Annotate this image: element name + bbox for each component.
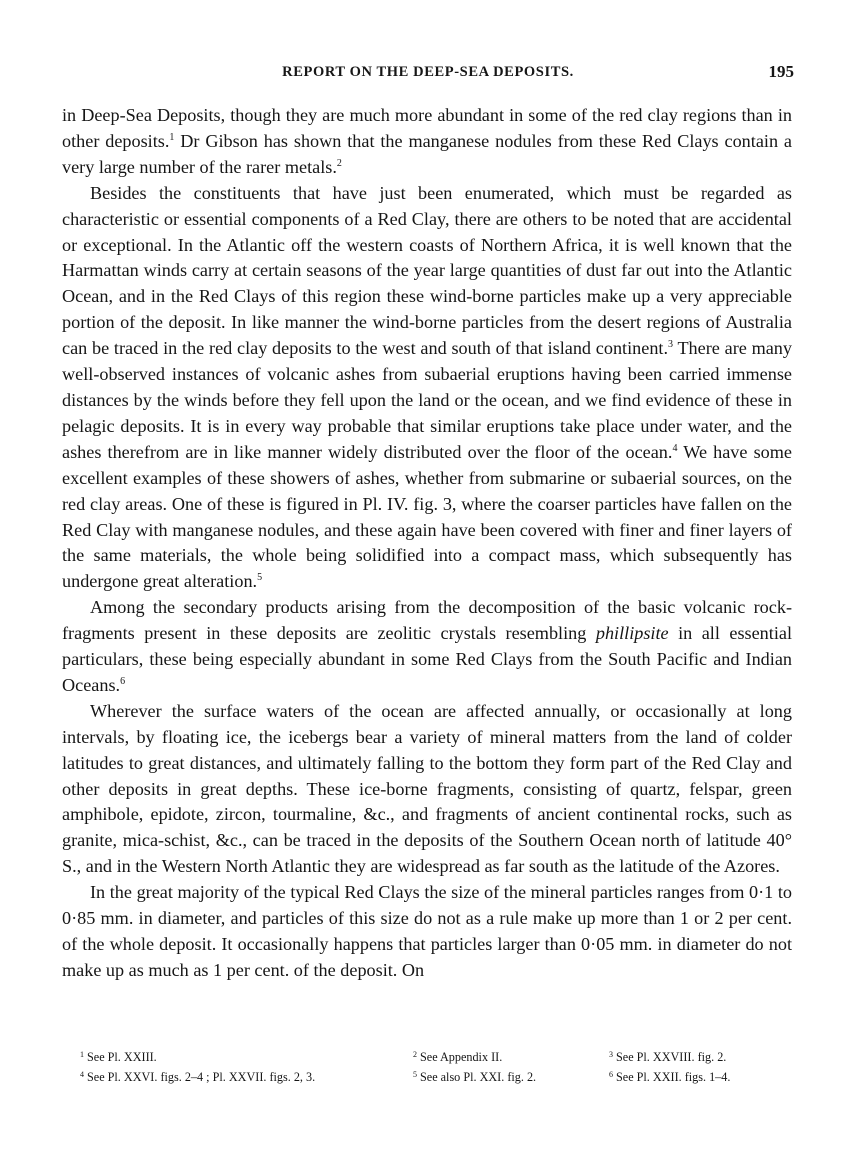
footnote-6 <box>609 1066 799 1086</box>
footnotes <box>80 1046 800 1086</box>
paragraph-text: In the great majority of the typical Red Clays the size of the mineral particles ranges from 0·1 to 0·85 mm. in diameter, and particles of this size do not as a rule make up more than 1 or 2 per cent. of the whole deposit. It occasionally happens that particles larger than 0·05 mm. in diameter do not make up as much as 1 per cent. of the deposit. On <box>62 882 792 980</box>
page-number: 195 <box>768 62 794 81</box>
paragraph-text: in all essential particulars, these being especially abundant in some Red Clays from the South Pacific and Indian Oceans. <box>62 623 792 695</box>
footnote-mark: 6 <box>609 1070 613 1079</box>
paragraph-text: Wherever the surface waters of the ocean are affected annually, or occasionally at long intervals, by floating ice, the icebergs bear a variety of mineral matters from the land of colder latitudes to great distances, and ultimately falling to the bottom they form part of the Red Clay and other deposits in great depths. These ice-borne fragments, consisting of quartz, felspar, green amphibole, epidote, zircon, tourmaline, &c., and fragments of ancient continental rocks, such as granite, mica-schist, &c., can be traced in the deposits of the Southern Ocean north of latitude 40° S., and in the Western North Atlantic they are widespread as far south as the latitude of the Azores. <box>62 700 792 877</box>
footnote-ref: 2 <box>336 157 342 169</box>
footnote-text: See Pl. XXVIII. fig. 2. <box>616 1050 727 1064</box>
paragraph-text: Dr Gibson has shown that the manganese nodules from these Red Clays contain a very large number of the rarer metals. <box>62 130 792 177</box>
body-text <box>62 103 792 984</box>
footnote-row <box>80 1046 800 1066</box>
paragraph-5 <box>62 880 792 984</box>
paragraph-text: in Deep-Sea Deposits, though they are much more abundant in some of the red clay regions than in other deposits. <box>62 105 792 151</box>
footnote-mark: 3 <box>609 1050 613 1059</box>
paragraph-text: We have some excellent examples of these showers of ashes, whether from submarine or subaerial sources, on the red clay areas. One of these is figured in Pl. IV. fig. 3, where the coarser particles have fallen on the Red Clay with manganese nodules, and these again have been covered with finer and finer layers of the same materials, the whole being solidified into a compact mass, which subsequently has undergone great alteration. <box>62 441 792 592</box>
footnote-ref: 6 <box>120 675 126 687</box>
italic-term: phillipsite <box>595 623 669 644</box>
footnote-ref: 3 <box>668 339 674 351</box>
footnote-mark: 5 <box>413 1070 417 1079</box>
footnote-row <box>80 1066 800 1086</box>
paragraph-text: Among the secondary products arising from the decomposition of the basic volcanic rock-fragments present in these deposits are zeolitic crystals resembling <box>62 597 792 644</box>
paragraph-4 <box>62 699 792 880</box>
footnote-2 <box>413 1046 609 1066</box>
running-head <box>62 64 794 86</box>
footnote-text: See also Pl. XXI. fig. 2. <box>420 1070 537 1084</box>
footnote-mark: 4 <box>80 1070 84 1079</box>
footnote-text: See Pl. XXIII. <box>87 1050 157 1064</box>
footnote-ref: 1 <box>169 131 175 143</box>
paragraph-3 <box>62 595 792 699</box>
footnote-text: See Appendix II. <box>420 1050 503 1064</box>
footnote-text: See Pl. XXII. figs. 1–4. <box>616 1070 731 1084</box>
footnote-5 <box>413 1066 609 1086</box>
footnote-1 <box>80 1046 413 1066</box>
footnote-3 <box>609 1046 799 1066</box>
paragraph-text: Besides the constituents that have just been enumerated, which must be regarded as characteristic or essential components of a Red Clay, there are others to be noted that are accidental or exceptional. In the Atlantic off the western coasts of Northern Africa, it is well known that the Harmattan winds carry at certain seasons of the year large quantities of dust far out into the Atlantic Ocean, and in the Red Clays of this region these wind-borne particles make up a very appreciable portion of the deposit. In like manner the wind-borne particles from the desert regions of Australia can be traced in the red clay deposits to the west and south of that island continent. <box>62 182 792 359</box>
footnote-mark: 2 <box>413 1050 417 1059</box>
footnote-4 <box>80 1066 413 1086</box>
paragraph-text: There are many well-observed instances of volcanic ashes from subaerial eruptions having been carried immense distances by the winds before they fell upon the land or the ocean, and we find evidence of these in pelagic deposits. It is in every way probable that similar eruptions take place under water, and the ashes therefrom are in like manner widely distributed over the floor of the ocean. <box>62 338 792 462</box>
footnote-text: See Pl. XXVI. figs. 2–4 ; Pl. XXVII. figs. 2, 3. <box>87 1070 316 1084</box>
footnote-ref: 5 <box>257 572 263 584</box>
running-title: REPORT ON THE DEEP-SEA DEPOSITS. <box>282 64 574 80</box>
paragraph-1 <box>62 103 792 181</box>
footnote-ref: 4 <box>672 442 678 454</box>
footnote-mark: 1 <box>80 1050 84 1059</box>
paragraph-2 <box>62 181 792 596</box>
